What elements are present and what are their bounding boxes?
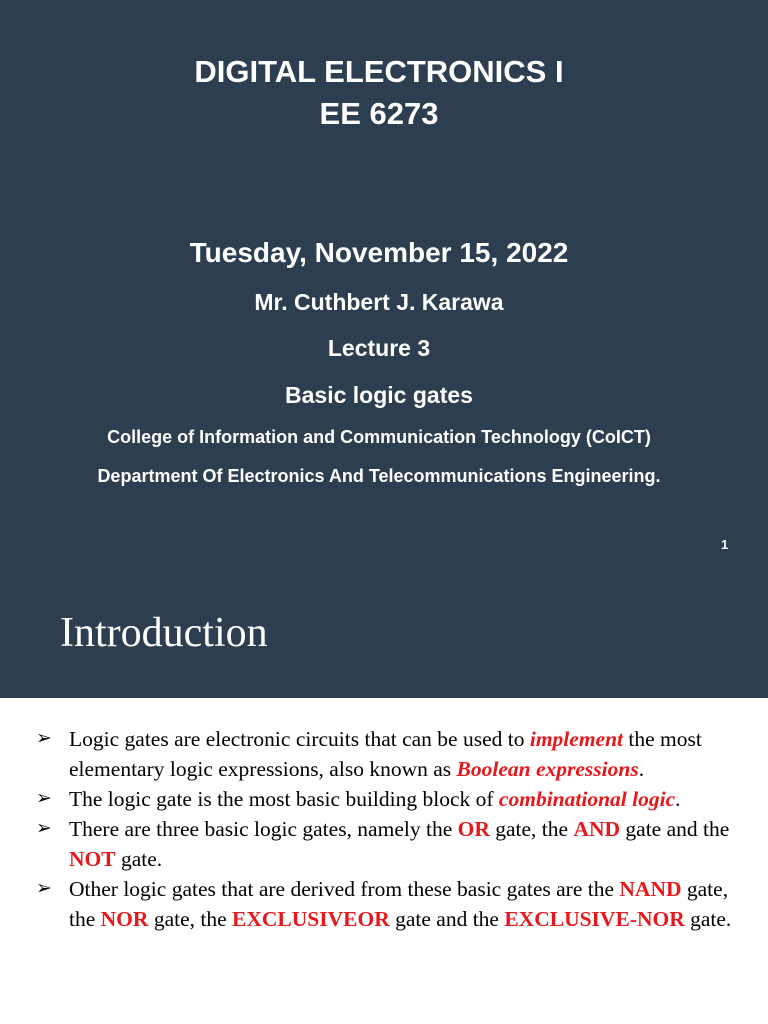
bullet-text: gate and the — [620, 817, 730, 841]
highlighted-term: EXCLUSIVE-NOR — [504, 907, 685, 931]
highlighted-term: OR — [457, 817, 490, 841]
bullet-text: gate and the — [389, 907, 505, 931]
arrowhead-bullet-icon: ➢ — [36, 788, 52, 809]
lecturer-name: Mr. Cuthbert J. Karawa — [254, 289, 504, 315]
highlighted-term: NAND — [619, 877, 682, 901]
arrowhead-bullet-icon: ➢ — [36, 878, 52, 899]
arrowhead-bullet-icon: ➢ — [36, 818, 52, 839]
department-name: Department Of Electronics And Telecommunications Engineering. — [97, 466, 661, 486]
college-name: College of Information and Communication Technology (CoICT) — [107, 427, 651, 447]
bullet-text: . — [675, 787, 681, 811]
highlighted-term: Boolean expressions — [456, 757, 639, 781]
lecture-topic: Basic logic gates — [285, 382, 473, 408]
highlighted-term: implement — [529, 727, 624, 751]
highlighted-term: EXCLUSIVEOR — [232, 907, 390, 931]
bullet-text: There are three basic logic gates, namely the — [69, 817, 458, 841]
bullet-text: gate. — [115, 847, 163, 871]
arrowhead-bullet-icon: ➢ — [36, 728, 52, 749]
highlighted-term: NOT — [69, 847, 116, 871]
bullet-text: the most elementary logic expressions, also known as — [69, 727, 702, 781]
bullet-text: Other logic gates that are derived from these basic gates are the — [69, 877, 620, 901]
highlighted-term: combinational logic — [498, 787, 676, 811]
bullet-item — [36, 874, 736, 934]
bullet-text: gate, the — [69, 877, 729, 931]
highlighted-term: NOR — [100, 907, 149, 931]
slide-header — [0, 576, 768, 698]
bullet-list — [36, 724, 736, 934]
bullet-item — [36, 784, 736, 814]
bullet-text: Logic gates are electronic circuits that can be used to — [69, 727, 530, 751]
introduction-slide — [0, 576, 768, 1024]
bullet-item — [36, 814, 736, 874]
course-code: EE 6273 — [319, 96, 439, 131]
bullet-text: gate, the — [148, 907, 233, 931]
slide-heading: Introduction — [60, 610, 268, 656]
bullet-text: gate. — [684, 907, 732, 931]
bullet-item — [36, 724, 736, 784]
course-title: DIGITAL ELECTRONICS I — [194, 54, 564, 89]
highlighted-term: AND — [573, 817, 621, 841]
lecture-number: Lecture 3 — [327, 335, 431, 361]
page-number: 1 — [721, 537, 729, 552]
bullet-text: gate, the — [489, 817, 574, 841]
bullet-text: The logic gate is the most basic building block of — [69, 787, 499, 811]
lecture-date: Tuesday, November 15, 2022 — [189, 237, 569, 268]
bullet-text: . — [638, 757, 645, 781]
